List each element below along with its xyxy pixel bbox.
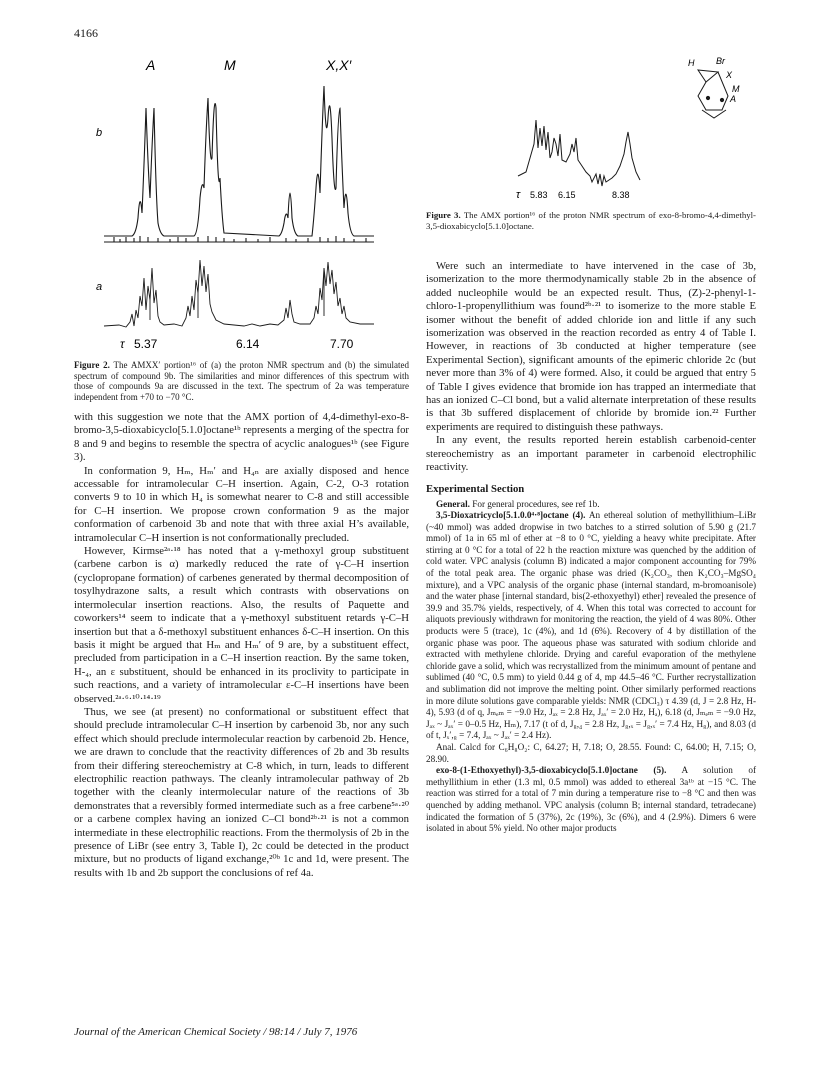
figure3-tick: 6.15 [558,190,576,200]
figure2-tick: 7.70 [330,337,354,351]
paragraph: Anal. Calcd for C₆H₈O₂: C, 64.27; H, 7.18; O, 28.55. Found: C, 64.00; H, 7.15; O, 28.90. [426,741,756,764]
runin-heading: 3,5-Dioxatricyclo[5.1.0.0⁴·⁸]octane (4). [436,510,586,521]
paragraph: In any event, the results reported herein establish carbenoid-center stereochemistry as an important parameter in carbenoid electrophilic reactivity. [426,434,756,474]
figure3-tau: τ [516,189,521,201]
runin-heading: exo-8-(1-Ethoxyethyl)-3,5-dioxabicyclo[5.1.0]octane (5). [436,765,667,776]
paragraph: In conformation 9, Hₘ, Hₘ′ and H₄ₙ are axially disposed and hence accessable for intramolecular C–H insertion. Again, C-2, O-3 rotation converts 9 to 10 in which H₄ is somewhat nearer to C-8 and still accessible for C–H insertion. We propose crown conformation 9 as the major conformation of carbenoid 3b and note that with three axial H’s available, intramolecular C–H insertion is not conformationally precluded. [74,464,409,544]
peak-label-m: M [224,57,236,73]
page-number: 4166 [74,26,98,40]
paragraph-text: A solution of methyllithium in ether (1.3 ml, 0.5 mmol) was added to ethereal 3a¹ᵇ at −15 °C. The reaction was stirred for a total of 7 min during a temperature rise to −8 °C and then was quenched by adding methanol. VPC analysis (column B; internal standard, tetradecane) indicated the formation of 5 (37%), 2c (19%), 3c (6%), and 4 (2.9%). Dimers 6 were isolated in about 5% yield. No other major products [426,765,757,834]
figure-2-caption [74,360,409,402]
figure-2-spectra [74,48,409,358]
peak-label-a: A [146,57,156,73]
right-body-text [426,260,756,835]
trace-label-b: b [96,127,103,139]
paragraph [426,765,756,835]
left-body-text [74,411,409,880]
figure2-tau: τ [120,337,125,351]
trace-label-a: a [96,281,103,293]
struct-label-br: Br [716,56,725,66]
paragraph-text: For general procedures, see ref 1b. [469,498,600,509]
paragraph [426,499,756,511]
figure-3-spectrum [426,48,756,218]
figure3-trace [518,120,640,186]
paragraph: Thus, we see (at present) no conformational or substituent effect that should preclude intramolecular C–H insertion by carbenoid 3b, nor any such effect which should preclude intermolecular reaction by carbenoid 2b. Hence, we are drawn to conclude that the reactivity differences of 2b and 3b results from their differing stereochemistry at C-8 which, in turn, leads to different electrophilic reaction pathways. The cleanly intramolecular pathway of 2b together with the cleanly intermolecular nature of the reactions of 3b demonstrates that a reversibly formed intermediate such as a free carbene⁵ᵃ·²⁰ or a carbene complex having an ionized C–Cl bond²ᵇ·²¹ is not a common intermediate in these electrophilic reactions. From the thermolysis of 2b in the presence of LiBr (see entry 3, Table I), 2c could be detected in the product mixture, but no products of ligand exchange,²⁰ᵇ 1c and 1d, were present. The results with 1b and 2b support the conclusions of ref 4a. [74,705,409,879]
figure3-structure [698,70,728,118]
section-title: Experimental Section [426,482,525,495]
figure-3-caption [426,210,756,232]
paragraph-text: An ethereal solution of methyllithium–LiBr (~40 mmol) was added dropwise in two batches to a stirred solution of 5.90 g (21.7 mmol) of 1a in 65 ml of ether at −8 to 0 °C, yielding a heavy white precipitate. After stirring at 0 °C for a total of 22 h the reaction mixture was quenched by the addition of cold water. VPC analysis (column B) indicated a major component accounting for 79% of the total peak area. The organic phase was dried (K₂CO₃, then K₂CO₃–MgSO₄ mixture), and a VPC analysis of the organic phase (internal standard, m-bromoanisole) and the water phase [internal standard, bis(2-ethoxyethyl) ether] revealed the presence of 39.9 and 35.7% yields, respectively, of 4. When this total was corrected to account for aliquots previously withdrawn for monitoring the reaction, the yield of 4 was 80%. Other products were 5 (trace), 1c (4%), and 1d (6%). Recovery of 4 by distillation of the organic phase was poor. The aqueous phase was saturated with sodium chloride and extracted with methylene chloride. Drying and careful evaporation of the methylene chloride gave a solid, which was recrystallized from the minimum amount of pentane and sublimed (40 °C, 0.5 mm) to yield 0.44 g of 4, mp 44.5–46 °C. Further recrystallization and sublimation did not improve the melting point. Other similarly performed reactions in more dilute solutions gave comparable yields: NMR (CDCl₃) τ 4.39 (d, J = 2.8 Hz, H-4), 5.93 (d of q, Jₘₑₘ = −9.0 Hz, Jₐₓ = 2.8 Hz, Jₐₓ′ = 2.0 Hz, Hₐ), 6.18 (d, Jₘₑₘ = −9.0 Hz, Jₐₓ ~ Jₐₓ′ = 0–0.5 Hz, Hₘ), 7.17 (t of d, J₈,₄ = 2.8 Hz, J₈,ₓ = J₈,ₓ′ = 7.4 Hz, H₈), and 8.03 (d of t, Jₓ′,₈ = 7.4, Jₐₓ ~ Jₐₓ′ = 2.4 Hz). [426,510,757,741]
caption-label: Figure 2. [74,360,110,370]
paragraph: However, Kirmse²ᵃ·¹⁸ has noted that a γ-methoxyl group substituent (carbene carbon is α) markedly reduced the rate of γ-C–H insertion (cyclopropane formation) of carbenes generated by thermal decomposition of tosylhydrazone salts, a result which contrasts with observations on intermolecular insertion reactions. Also, the results of Paquette and coworkers¹⁴ seem to indicate that a γ-methoxyl substituent retards γ-C–H insertion but that a δ-methoxyl substituent enhances δ-C–H insertion. On this basis it might be argued that Hₘ and Hₘ′ of 9 are, by a substituent effect, precluded from participation in a C–H insertion reaction. By the same token, H-₄, an ε substituent, should be enhanced in its proclivity to participate in such reactions, and a variety of intramolecular ε-C–H insertions have been observed.²ᵃ·⁶·¹⁰·¹⁴·¹⁹ [74,545,409,705]
struct-label-h: H [688,58,695,68]
runin-heading: General. [436,498,470,509]
paragraph: with this suggestion we note that the AMX portion of 4,4-dimethyl-exo-8-bromo-3,5-dioxabicyclo[5.1.0]octane¹ᵇ represents a merging of the spectra for 8 and 9 and begins to resemble the spectra of acyclic analogues¹ᵇ (see Figure 3). [74,411,409,464]
figure3-tick: 5.83 [530,190,548,200]
simulated-spectrum-b [104,86,374,242]
paragraph [426,510,756,742]
caption-text: The AMXX′ portion¹⁶ of (a) the proton NMR spectrum and (b) the simulated spectrum of compound 9b. The similarities and minor differences of this spectrum with those of compounds 9a are discussed in the text. The spectrum of 2a was temperature independent from +70 to −70 °C. [74,360,409,402]
figure3-tick: 8.38 [612,190,630,200]
figure2-tick: 6.14 [236,337,260,351]
struct-label-a: A [730,94,737,104]
figure2-tick: 5.37 [134,337,158,351]
paragraph: Were such an intermediate to have intervened in the case of 3b, isomerization to the more thermodynamically stable 2b in the absence of added nucleophile would be an expected result. Thus, (Z)-2-phenyl-1-chloro-1-propenyllithium was found²ᵇ·²¹ to isomerize to the more stable E isomer without the benefit of added chloride ion and little if any such isomerization was observed in the reaction recorded as entry 4 of Table I. However, in reactions of 3b conducted at higher temperature (see Experimental Section), significant amounts of the epimeric chloride 2c (but never more than 3% of 4) were formed. Also, it could be argued that entry 5 of Table I gives evidence that bromide ion has trapped an intermediate that has an ionized C–Cl bond, but a valid alternate interpretation of these results is that 3b suffered displacement of chloride by bromide ion.²² Further experiments are required to distinguish these pathways. [426,260,756,433]
peak-label-xx: X,X′ [326,57,352,73]
struct-label-x: X [726,70,733,80]
struct-label-m: M [732,84,740,94]
caption-label: Figure 3. [426,210,461,220]
journal-footer: Journal of the American Chemical Society / 98:14 / July 7, 1976 [74,1026,358,1038]
caption-text: The AMX portion¹⁶ of the proton NMR spectrum of exo-8-bromo-4,4-dimethyl-3,5-dioxabicyclo[5.1.0]octane. [426,210,756,231]
experimental-spectrum-a [104,260,374,327]
